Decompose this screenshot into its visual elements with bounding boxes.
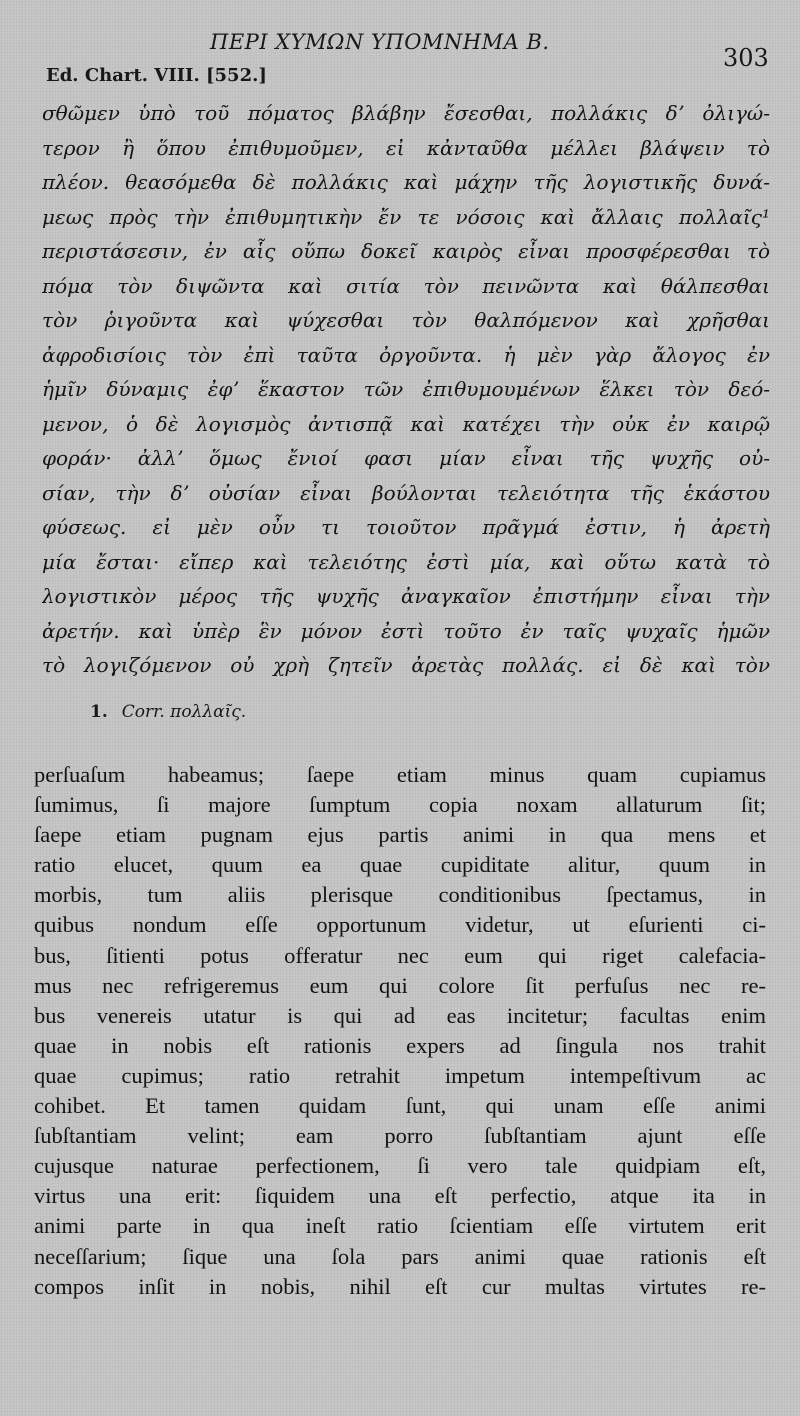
latin-line: bus venereis utatur is qui ad eas incitetur; facultas enim (34, 1002, 766, 1028)
latin-line: ſaepe etiam pugnam ejus partis animi in qua mens et (34, 822, 766, 848)
latin-line: morbis, tum aliis plerisque conditionibus ſpectamus, in (34, 882, 766, 908)
latin-line: bus, ſitienti potus offeratur nec eum qui riget calefacia- (34, 942, 766, 968)
greek-line: λογιστικὸν μέρος τῆς ψυχῆς ἀναγκαῖον ἐπιστήμην εἶναι τὴν (42, 584, 770, 608)
footnote-text: Corr. πολλαῖς. (121, 702, 247, 722)
latin-line: neceſſarium; ſique una ſola pars animi quae rationis eſt (34, 1243, 766, 1269)
latin-line: cohibet. Et tamen quidam ſunt, qui unam eſſe animi (34, 1093, 766, 1119)
latin-line: mus nec refrigeremus eum qui colore ſit perfuſus nec re- (34, 972, 766, 998)
latin-line: ratio elucet, quum ea quae cupiditate alitur, quum in (34, 852, 766, 878)
greek-line: τερον ἢ ὅπου ἐπιθυμοῦμεν, εἰ κἀνταῦθα μέλλει βλάψειν τὸ (42, 135, 770, 160)
greek-line: τὸ λογιζόμενον οὐ χρὴ ζητεῖν ἀρετὰς πολλάς. εἰ δὲ καὶ τὸν (42, 653, 770, 677)
greek-line: ἀφροδισίοις τὸν ἐπὶ ταῦτα ὀργοῦντα. ἡ μὲν γὰρ ἄλογος ἐν (42, 342, 770, 367)
page-number: 303 (723, 44, 769, 72)
greek-line: πλέον. θεασόμεθα δὲ πολλάκις καὶ μάχην τῆς λογιστικῆς δυνά- (42, 170, 770, 194)
greek-line: τὸν ῥιγοῦντα καὶ ψύχεσθαι τὸν θαλπόμενον καὶ χρῆσθαι (42, 308, 770, 332)
latin-line: ſumimus, ſi majore ſumptum copia noxam allaturum ſit; (34, 792, 766, 818)
footnote-number: 1. (90, 702, 108, 722)
greek-line: μεως πρὸς τὴν ἐπιθυμητικὴν ἔν τε νόσοις καὶ ἄλλαις πολλαῖς¹ (42, 204, 770, 229)
greek-line: σίαν, τὴν δʼ οὐσίαν εἶναι βούλονται τελειότητα τῆς ἑκάστου (42, 480, 770, 505)
greek-line: μενον, ὁ δὲ λογισμὸς ἀντισπᾷ καὶ κατέχει τὴν οὐκ ἐν καιρῷ (42, 411, 770, 436)
latin-line: animi parte in qua ineſt ratio ſcientiam eſſe virtutem erit (34, 1213, 766, 1239)
greek-line: φοράν· ἀλλʼ ὅμως ἔνιοί φασι μίαν εἶναι τῆς ψυχῆς οὐ- (42, 446, 770, 470)
greek-line: ἡμῖν δύναμις ἐφʼ ἕκαστον τῶν ἐπιθυμουμένων ἕλκει τὸν δεό- (42, 377, 770, 401)
greek-line: πόμα τὸν διψῶντα καὶ σιτία τὸν πεινῶντα καὶ θάλπεσθαι (42, 273, 770, 298)
edition-reference: Ed. Chart. VIII. [552.] (46, 65, 267, 86)
greek-text-block (42, 96, 770, 683)
footnote (90, 702, 246, 722)
greek-line: φύσεως. εἰ μὲν οὖν τι τοιοῦτον πρᾶγμά ἐστιν, ἡ ἀρετὴ (42, 515, 770, 539)
latin-text-block (34, 760, 766, 1302)
latin-line: ſubſtantiam velint; eam porro ſubſtantiam ajunt eſſe (34, 1123, 766, 1149)
latin-line: quae in nobis eſt rationis expers ad ſingula nos trahit (34, 1032, 766, 1058)
greek-line: ἀρετήν. καὶ ὑπὲρ ἓν μόνον ἐστὶ τοῦτο ἐν ταῖς ψυχαῖς ἡμῶν (42, 618, 770, 643)
latin-line: compos inſit in nobis, nihil eſt cur multas virtutes re- (34, 1273, 766, 1299)
greek-line: περιστάσεσιν, ἐν αἷς οὔπω δοκεῖ καιρὸς εἶναι προσφέρεσθαι τὸ (42, 239, 770, 263)
latin-line: cujusque naturae perfectionem, ſi vero tale quidpiam eſt, (34, 1153, 766, 1179)
greek-line: σθῶμεν ὑπὸ τοῦ πόματος βλάβην ἔσεσθαι, πολλάκις δʼ ὀλιγώ- (42, 101, 770, 125)
greek-line: μία ἔσται· εἴπερ καὶ τελειότης ἐστὶ μία, καὶ οὕτω κατὰ τὸ (42, 549, 770, 574)
latin-line: virtus una erit: ſiquidem una eſt perfectio, atque ita in (34, 1183, 766, 1209)
latin-line: quibus nondum eſſe opportunum videtur, ut eſurienti ci- (34, 912, 766, 938)
latin-line: perſuaſum habeamus; ſaepe etiam minus quam cupiamus (34, 762, 766, 787)
latin-line: quae cupimus; ratio retrahit impetum intempeſtivum ac (34, 1062, 766, 1088)
running-title: ΠΕΡΙ ΧΥΜΩΝ ΥΠΟΜΝΗΜΑ Β. (210, 30, 550, 54)
